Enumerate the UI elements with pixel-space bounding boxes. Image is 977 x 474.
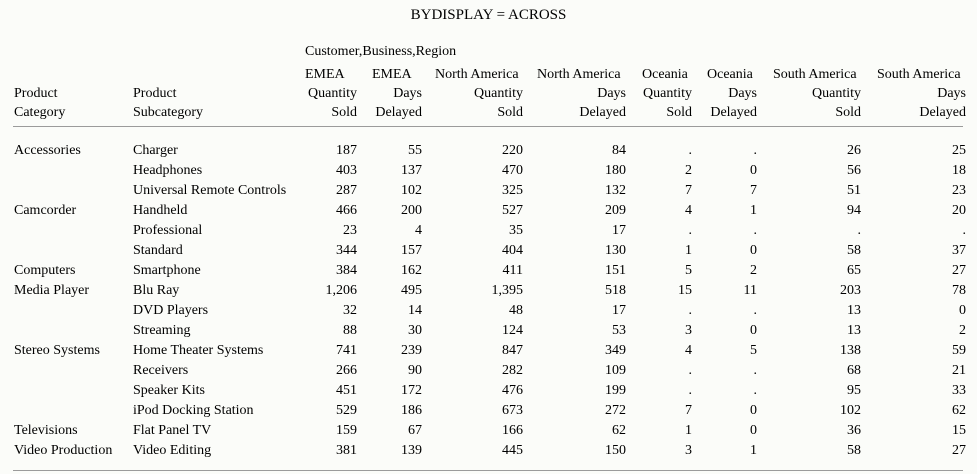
value-cell: 137	[401, 163, 422, 178]
value-cell: 495	[401, 283, 422, 298]
row-header-category-line1: Product	[14, 86, 58, 101]
measure-label: Delayed	[579, 105, 626, 120]
region-label: EMEA	[305, 67, 345, 82]
value-cell: 27	[952, 443, 966, 458]
measure-label: Quantity	[474, 86, 523, 101]
value-cell: 23	[343, 223, 357, 238]
row-header-category	[14, 84, 65, 122]
row-header-subcategory-line1: Product	[133, 86, 177, 101]
value-cell: 65	[847, 263, 861, 278]
value-cell: 26	[847, 143, 861, 158]
measure-label: Sold	[497, 105, 523, 120]
column-header-emea-quantity-sold	[305, 65, 357, 122]
value-cell: 84	[612, 143, 626, 158]
subcategory-cell: Universal Remote Controls	[133, 183, 287, 198]
value-cell: 272	[605, 403, 626, 418]
value-cell: 30	[408, 323, 422, 338]
value-cell: 325	[502, 183, 523, 198]
value-cell: 445	[502, 443, 523, 458]
value-cell: 2	[685, 163, 692, 178]
value-cell: 15	[678, 283, 692, 298]
value-cell: 157	[401, 243, 422, 258]
table-row	[0, 401, 977, 421]
column-header-oceania-quantity-sold	[642, 65, 692, 122]
subcategory-cell: Home Theater Systems	[133, 343, 264, 358]
subcategory-cell: Headphones	[133, 163, 203, 178]
column-header-north-america-quantity-sold	[435, 65, 523, 122]
value-cell: 1,206	[325, 283, 357, 298]
value-cell: 403	[336, 163, 357, 178]
value-cell: 132	[605, 183, 626, 198]
value-cell: 1	[750, 443, 757, 458]
value-cell: 7	[685, 183, 692, 198]
subcategory-cell: iPod Docking Station	[133, 403, 254, 418]
value-cell: .	[688, 143, 692, 158]
value-cell: 59	[952, 343, 966, 358]
value-cell: 58	[847, 243, 861, 258]
value-cell: .	[688, 303, 692, 318]
value-cell: 466	[336, 203, 357, 218]
subcategory-cell: DVD Players	[133, 303, 209, 318]
value-cell: .	[688, 223, 692, 238]
subcategory-cell: Handheld	[133, 203, 188, 218]
value-cell: 88	[343, 323, 357, 338]
value-cell: 20	[952, 203, 966, 218]
value-cell: 166	[502, 423, 523, 438]
value-cell: 186	[401, 403, 422, 418]
value-cell: 1	[685, 423, 692, 438]
region-label: North America	[435, 67, 519, 82]
table-row	[0, 361, 977, 381]
value-cell: 0	[750, 323, 757, 338]
column-header-oceania-days-delayed	[707, 65, 757, 122]
value-cell: 62	[612, 423, 626, 438]
table-row	[0, 341, 977, 361]
category-cell: Computers	[14, 263, 76, 278]
table-bottom-divider	[13, 470, 963, 471]
header-divider	[13, 126, 963, 127]
table-row	[0, 381, 977, 401]
value-cell: 159	[336, 423, 357, 438]
value-cell: 139	[401, 443, 422, 458]
table-row	[0, 301, 977, 321]
value-cell: 94	[847, 203, 861, 218]
value-cell: 21	[952, 363, 966, 378]
value-cell: 7	[685, 403, 692, 418]
measure-label: Sold	[331, 105, 357, 120]
value-cell: 17	[612, 303, 626, 318]
value-cell: 27	[952, 263, 966, 278]
column-header-north-america-days-delayed	[537, 65, 626, 122]
value-cell: 95	[847, 383, 861, 398]
value-cell: 36	[847, 423, 861, 438]
value-cell: 109	[605, 363, 626, 378]
region-label: North America	[537, 67, 621, 82]
table-row	[0, 321, 977, 341]
region-label: South America	[773, 67, 857, 82]
table-row	[0, 261, 977, 281]
value-cell: 62	[952, 403, 966, 418]
value-cell: 287	[336, 183, 357, 198]
value-cell: 1	[750, 203, 757, 218]
value-cell: 239	[401, 343, 422, 358]
category-cell: Media Player	[14, 283, 90, 298]
value-cell: 451	[336, 383, 357, 398]
value-cell: 673	[502, 403, 523, 418]
value-cell: 33	[952, 383, 966, 398]
measure-label: Sold	[666, 105, 692, 120]
table-row	[0, 201, 977, 221]
region-label: Oceania	[642, 67, 688, 82]
value-cell: 130	[605, 243, 626, 258]
subcategory-cell: Professional	[133, 223, 203, 238]
table-row	[0, 441, 977, 461]
value-cell: 2	[959, 323, 966, 338]
value-cell: .	[753, 223, 757, 238]
value-cell: 384	[336, 263, 357, 278]
value-cell: .	[962, 223, 966, 238]
measure-label: Days	[393, 86, 422, 101]
value-cell: 58	[847, 443, 861, 458]
measure-label: Quantity	[812, 86, 861, 101]
category-cell: Accessories	[14, 143, 81, 158]
row-header-subcategory-line2: Subcategory	[133, 105, 203, 120]
value-cell: 4	[685, 203, 692, 218]
table-row	[0, 421, 977, 441]
value-cell: .	[688, 363, 692, 378]
value-cell: .	[753, 143, 757, 158]
measure-label: Quantity	[643, 86, 692, 101]
value-cell: 67	[408, 423, 422, 438]
value-cell: .	[688, 383, 692, 398]
value-cell: 0	[750, 243, 757, 258]
value-cell: 51	[847, 183, 861, 198]
value-cell: 187	[336, 143, 357, 158]
value-cell: 56	[847, 163, 861, 178]
value-cell: 4	[415, 223, 422, 238]
value-cell: 0	[750, 163, 757, 178]
value-cell: 90	[408, 363, 422, 378]
subcategory-cell: Receivers	[133, 363, 189, 378]
category-cell: Camcorder	[14, 203, 77, 218]
value-cell: 411	[502, 263, 523, 278]
measure-label: Days	[728, 86, 757, 101]
value-cell: .	[753, 383, 757, 398]
measure-label: Delayed	[710, 105, 757, 120]
value-cell: 476	[502, 383, 523, 398]
value-cell: 35	[509, 223, 523, 238]
row-header-category-line2: Category	[14, 105, 66, 120]
value-cell: 13	[847, 303, 861, 318]
value-cell: 55	[408, 143, 422, 158]
value-cell: 102	[401, 183, 422, 198]
value-cell: 3	[685, 323, 692, 338]
value-cell: 78	[952, 283, 966, 298]
value-cell: 847	[502, 343, 523, 358]
value-cell: 527	[502, 203, 523, 218]
value-cell: 741	[336, 343, 357, 358]
value-cell: 529	[336, 403, 357, 418]
value-cell: 0	[959, 303, 966, 318]
column-header-emea-days-delayed	[372, 65, 422, 122]
value-cell: 282	[502, 363, 523, 378]
region-label: Oceania	[707, 67, 753, 82]
measure-label: Days	[597, 86, 626, 101]
value-cell: 11	[743, 283, 757, 298]
subcategory-cell: Streaming	[133, 323, 191, 338]
column-header-south-america-days-delayed	[877, 65, 966, 122]
value-cell: 0	[750, 403, 757, 418]
value-cell: 102	[840, 403, 861, 418]
value-cell: 2	[750, 263, 757, 278]
value-cell: 5	[750, 343, 757, 358]
value-cell: .	[857, 223, 861, 238]
row-header-subcategory	[133, 84, 203, 122]
value-cell: 203	[840, 283, 861, 298]
value-cell: 404	[502, 243, 523, 258]
value-cell: 53	[612, 323, 626, 338]
table-row	[0, 161, 977, 181]
measure-label: Delayed	[375, 105, 422, 120]
column-header-south-america-quantity-sold	[773, 65, 861, 122]
value-cell: 17	[612, 223, 626, 238]
across-variables-label: Customer,Business,Region	[305, 44, 457, 59]
table-row	[0, 141, 977, 161]
region-label: EMEA	[372, 67, 412, 82]
value-cell: 180	[605, 163, 626, 178]
value-cell: 266	[336, 363, 357, 378]
page-title: BYDISPLAY = ACROSS	[410, 7, 567, 23]
value-cell: 209	[605, 203, 626, 218]
value-cell: 381	[336, 443, 357, 458]
value-cell: .	[753, 363, 757, 378]
value-cell: 1	[685, 243, 692, 258]
measure-label: Sold	[835, 105, 861, 120]
category-cell: Stereo Systems	[14, 343, 100, 358]
value-cell: 124	[502, 323, 523, 338]
value-cell: 13	[847, 323, 861, 338]
value-cell: 68	[847, 363, 861, 378]
subcategory-cell: Flat Panel TV	[133, 423, 212, 438]
value-cell: 200	[401, 203, 422, 218]
subcategory-cell: Smartphone	[133, 263, 201, 278]
table-row	[0, 241, 977, 261]
subcategory-cell: Charger	[133, 143, 178, 158]
value-cell: 5	[685, 263, 692, 278]
value-cell: 23	[952, 183, 966, 198]
table-row	[0, 221, 977, 241]
table-row	[0, 281, 977, 301]
value-cell: 3	[685, 443, 692, 458]
value-cell: 349	[605, 343, 626, 358]
value-cell: 14	[408, 303, 422, 318]
value-cell: 172	[401, 383, 422, 398]
subcategory-cell: Blu Ray	[133, 283, 180, 298]
value-cell: 4	[685, 343, 692, 358]
subcategory-cell: Standard	[133, 243, 183, 258]
value-cell: 7	[750, 183, 757, 198]
measure-label: Delayed	[919, 105, 966, 120]
value-cell: 48	[509, 303, 523, 318]
value-cell: 0	[750, 423, 757, 438]
value-cell: 25	[952, 143, 966, 158]
value-cell: 344	[336, 243, 357, 258]
value-cell: 37	[952, 243, 966, 258]
value-cell: 1,395	[491, 283, 523, 298]
table-row	[0, 181, 977, 201]
measure-label: Days	[937, 86, 966, 101]
value-cell: 162	[401, 263, 422, 278]
category-cell: Televisions	[14, 423, 78, 438]
value-cell: .	[753, 303, 757, 318]
value-cell: 138	[840, 343, 861, 358]
value-cell: 32	[343, 303, 357, 318]
subcategory-cell: Video Editing	[133, 443, 212, 458]
measure-label: Quantity	[308, 86, 357, 101]
value-cell: 470	[502, 163, 523, 178]
value-cell: 18	[952, 163, 966, 178]
value-cell: 15	[952, 423, 966, 438]
value-cell: 151	[605, 263, 626, 278]
value-cell: 150	[605, 443, 626, 458]
subcategory-cell: Speaker Kits	[133, 383, 205, 398]
value-cell: 518	[605, 283, 626, 298]
value-cell: 199	[605, 383, 626, 398]
region-label: South America	[877, 67, 961, 82]
value-cell: 220	[502, 143, 523, 158]
category-cell: Video Production	[14, 443, 113, 458]
